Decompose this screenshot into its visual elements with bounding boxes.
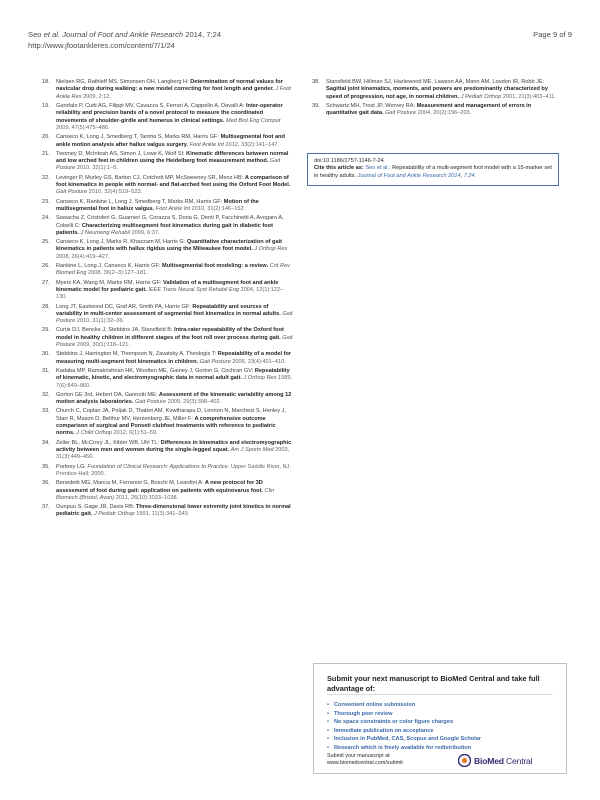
reference-title: Multisegmental foot modeling: a review. xyxy=(162,263,269,270)
reference-number: 37. xyxy=(42,504,50,511)
reference-number: 21. xyxy=(42,150,50,157)
reference-details: 2003, 31(3):449–456. xyxy=(56,447,290,461)
reference-journal: J Orthop Res xyxy=(254,246,288,253)
page-number: Page 9 of 9 xyxy=(533,30,572,39)
bullet-icon: • xyxy=(327,719,329,726)
reference-number: 24. xyxy=(42,215,50,222)
reference-journal: Clin Biomech (Bristol, Avon) xyxy=(56,487,275,501)
reference-authors: Canseco K, Long J, Smedberg T, Tarima S, Marks RM, Harris GF: xyxy=(56,134,219,141)
reference-title: A comprehensive outcome comparison of surgical and Ponseti clubfoot treatments with reference to pediatric norms. xyxy=(56,415,276,437)
reference-journal: J Child Orthop xyxy=(76,430,112,437)
reference-authors: Curtis DJ, Bencke J, Stebbins JA, Stansfield B: xyxy=(56,327,173,334)
reference-number: 26. xyxy=(42,263,50,270)
reference-item xyxy=(42,351,294,366)
cite-this-article-box xyxy=(307,153,559,186)
bullet-icon: • xyxy=(327,727,329,734)
reference-item xyxy=(42,263,294,278)
bullet-icon: • xyxy=(327,710,329,717)
reference-item xyxy=(42,504,294,519)
reference-title: A comparison of foot kinematics in people with normal- and flat-arched feet using the Oxford Foot Model. xyxy=(56,174,291,189)
reference-number: 27. xyxy=(42,279,50,286)
reference-authors: Stebbins J, Harrington M, Thompson N, Zavatsky A, Theologis T: xyxy=(56,351,217,358)
reference-number: 32. xyxy=(42,391,50,398)
reference-number: 20. xyxy=(42,134,50,141)
reference-details: 1989, 7(6):849–860. xyxy=(56,375,292,389)
reference-journal: Gait Posture xyxy=(134,399,167,406)
reference-title: Three-dimensional lower extremity joint kinetics in normal pediatric gait. xyxy=(56,504,291,518)
reference-item xyxy=(312,79,562,101)
reference-title: A new protocol for 3D assessment of foot during gait: application on patients with equinovarus foot. xyxy=(56,480,263,494)
reference-item xyxy=(42,464,294,479)
reference-details: Upper Saddle River, NJ: Prentice-Hall; 2000. xyxy=(56,463,291,477)
reference-authors: Levinger P, Murley GS, Barton CJ, Cotchett MP, McSweeney SR, Menz HB: xyxy=(56,174,244,181)
reference-number: 38. xyxy=(312,79,320,85)
reference-journal: J Pediatr Orthop xyxy=(460,93,502,100)
reference-number: 30. xyxy=(42,351,50,358)
reference-title: Determination of normal values for navicular drop during walking: a new model correcting for foot length and gender. xyxy=(56,79,283,93)
reference-details: 2010, 32(1):1–5. xyxy=(76,165,118,172)
reference-authors: Myers KA, Wang M, Marks RM, Harris GF: xyxy=(56,279,162,286)
bmc-bullet-item xyxy=(327,727,481,736)
reference-title: Repeatability of a model for measuring multi-segment foot kinematics in children. xyxy=(56,351,292,365)
reference-authors: Twomey D, McIntosh AS, Simon J, Lowe K, Wolf SI: xyxy=(56,150,185,157)
reference-journal: Med Biol Eng Comput xyxy=(226,117,281,124)
reference-number: 19. xyxy=(42,102,50,109)
reference-authors: Schwartz MH, Trost JP, Wervey RA: xyxy=(326,102,416,109)
bmc-bullet-text: Research which is freely available for redistribution xyxy=(334,744,472,751)
reference-title: Assessment of the kinematic variability among 12 motion analysis laboratories. xyxy=(56,391,292,406)
biomed-central-logo-icon xyxy=(458,754,471,767)
reference-journal: Gait Posture xyxy=(56,189,88,196)
references-left-column xyxy=(42,79,294,521)
reference-item xyxy=(42,440,294,462)
header-url[interactable]: http://www.jfootankleres.com/content/7/1/24 xyxy=(28,41,175,50)
reference-authors: Sawacha Z, Cristoferi G, Guarneri G, Corazza S, Dona G, Denti P, Facchinetti A, Avogaro A, Cobelli C: xyxy=(56,215,284,229)
reference-title: Repeatability and sources of variability in multi-center assessment of segmental foot kinematics in normal adults. xyxy=(56,303,281,317)
reference-title: Sagittal joint kinematics, moments, and powers are predominantly characterized by speed of progression, not age, in normal children. xyxy=(326,86,548,100)
bmc-bullet-item xyxy=(327,710,481,719)
reference-journal: Am J Sports Med xyxy=(230,447,274,454)
references-right-column xyxy=(312,79,562,120)
reference-details: 2009, 29(3):398–402. xyxy=(167,399,222,406)
reference-authors: Stansfield BW, Hillman SJ, Hazlewood ME, Lawson AA, Mann AM, Loudon IR, Robb JE: xyxy=(326,79,545,85)
bmc-bullet-text: Thorough peer review xyxy=(334,710,393,717)
reference-details: 2009, 30(1):118–121. xyxy=(76,342,130,349)
reference-number: 33. xyxy=(42,408,50,415)
reference-item xyxy=(312,103,562,118)
reference-title: Quantitative characterization of gait kinematics in patients with hallux rigidus using the Milwaukee foot model. xyxy=(56,239,283,253)
reference-number: 25. xyxy=(42,239,50,246)
reference-title: Differences in kinematics and electromyographic activity between men and women during the single-legged squat. xyxy=(56,439,292,454)
bmc-title: Submit your next manuscript to BioMed Central and take full advantage of: xyxy=(327,674,540,693)
reference-authors: Nielsen RG, Rathleff MS, Simonsen OH, Langberg H: xyxy=(56,79,189,85)
reference-details: 2009, 2:12. xyxy=(83,93,112,100)
reference-number: 18. xyxy=(42,79,50,85)
reference-item xyxy=(42,134,294,149)
reference-details: 1991, 11(3):341–349. xyxy=(136,511,190,518)
reference-number: 23. xyxy=(42,198,50,205)
reference-item xyxy=(42,239,294,261)
reference-title: Repeatability of kinematic, kinetic, and electromyographic data in normal adult gait. xyxy=(56,367,290,382)
biomed-central-submit-box xyxy=(313,663,567,774)
reference-number: 31. xyxy=(42,367,50,374)
reference-number: 36. xyxy=(42,480,50,487)
reference-number: 34. xyxy=(42,439,50,446)
reference-authors: Ounpuu S, Gage JR, Davis RB: xyxy=(56,504,135,511)
reference-item xyxy=(42,304,294,326)
bmc-bullet-text: Immediate publication on acceptance xyxy=(334,727,434,734)
reference-authors: Church C, Coplan JA, Poljak D, Thabet AM, Kowtharapu D, Lennon N, Marchesi S, Henley J, Starr R, Mason D, Belthur MV, Herzenberg JE, Miller F: xyxy=(56,408,286,422)
bullet-icon: • xyxy=(327,736,329,743)
reference-item xyxy=(42,151,294,173)
bmc-divider xyxy=(327,694,553,695)
reference-authors: Canseco K, Rankine L, Long J, Smedberg T, Marks RM, Harris GF: xyxy=(56,198,223,205)
reference-journal: J Pediatr Orthop xyxy=(93,511,135,518)
bmc-submit-url[interactable]: www.biomedcentral.com/submit xyxy=(327,760,403,766)
reference-journal: J Orthop Res xyxy=(243,375,277,382)
reference-journal: Gait Posture xyxy=(56,310,293,325)
reference-details: 2011, 26(10):1033–1038. xyxy=(115,494,179,501)
bmc-bullet-list xyxy=(327,701,481,752)
reference-journal: J Foot Ankle Res xyxy=(56,86,291,100)
bmc-bullet-item xyxy=(327,744,481,753)
bmc-bullet-text: Convenient online submission xyxy=(334,702,416,708)
bmc-bullet-item xyxy=(327,701,481,710)
reference-item xyxy=(42,368,294,390)
header-journal: Journal of Foot and Ankle Research xyxy=(62,30,184,39)
reference-details: 2004, 12(1):122–130. xyxy=(56,286,284,301)
reference-title: Validation of a multisegment foot and ankle kinematic model for pediatric gait. xyxy=(56,279,279,293)
reference-journal: Gait Posture xyxy=(385,110,417,117)
biomed-central-logo[interactable]: BioMed Central xyxy=(458,754,532,767)
reference-journal: Foot Ankle Int xyxy=(155,205,191,212)
reference-number: 29. xyxy=(42,327,50,334)
reference-authors: Canseco K, Long J, Marks R, Khazzam M, Harris G: xyxy=(56,239,186,246)
reference-item xyxy=(42,103,294,132)
reference-details: 2004, 20(2):196–203. xyxy=(417,110,472,117)
reference-details: 2006, 23(4):401–410. xyxy=(232,358,286,365)
reference-item xyxy=(42,175,294,197)
reference-number: 28. xyxy=(42,303,50,310)
reference-item xyxy=(42,215,294,237)
reference-title: Characterizing multisegment foot kinematics during gait in diabetic foot patients. xyxy=(56,222,273,236)
reference-journal: Foot Ankle Int xyxy=(189,141,224,148)
reference-title: Kinematic differences between normal and low arched feet in children using the Heidelberg foot measurement method. xyxy=(56,150,289,165)
reference-number: 22. xyxy=(42,174,50,181)
reference-journal: Crit Rev Biomed Eng xyxy=(56,263,290,277)
reference-details: 2010, 31(2):146–152. xyxy=(191,205,246,212)
reference-item xyxy=(42,199,294,214)
bmc-bullet-text: Inclusion in PubMed, CAS, Scopus and Google Scholar xyxy=(334,736,482,743)
bmc-bullet-item xyxy=(327,735,481,744)
bmc-bullet-item xyxy=(327,718,481,727)
reference-number: 39. xyxy=(312,102,320,109)
reference-details: 2010, 31(1):32–36. xyxy=(76,318,125,325)
reference-title: Inter-operator reliability and precision bands of a novel protocol to measure the coordinated movements of shoulder-girdle and humerus in clinical settings. xyxy=(56,102,283,124)
reference-number: 35. xyxy=(42,463,50,470)
reference-title: Intra-rater repeatability of the Oxford foot model in healthy children in different stages of the foot roll over process during gait. xyxy=(56,327,284,341)
reference-details: 2010, 32(4):519–523. xyxy=(88,189,143,196)
bullet-icon: • xyxy=(327,702,329,708)
reference-details: 2012, 6(1):51–59. xyxy=(113,430,158,437)
reference-journal: Gait Posture xyxy=(56,158,281,172)
reference-item xyxy=(42,392,294,407)
reference-details: 2008, 26(4):419–427. xyxy=(56,253,110,260)
cite-journal[interactable]: Journal of Foot and Ankle Research xyxy=(357,172,447,179)
cite-authors[interactable]: Seo et al.: xyxy=(365,165,391,172)
reference-item xyxy=(42,280,294,302)
cite-text: Cite this article as: Seo et al.: Repeatability of a multi-segment foot model with a 15-marker set in healthy adults. Journal of Foot and Ankle Research 2014, 7:24. xyxy=(314,165,552,179)
doi[interactable]: doi:10.1186/1757-1146-7-24 xyxy=(314,158,384,164)
reference-details: 2001, 21(3):403–411. xyxy=(502,93,556,100)
reference-authors: Benedetti MG, Manca M, Ferraresi G, Boschi M, Leardini A: xyxy=(56,480,204,487)
reference-item xyxy=(42,327,294,349)
reference-item xyxy=(42,408,294,437)
reference-item xyxy=(42,79,294,101)
reference-authors: Kadaba MP, Ramakrishnan HK, Wootten ME, Gainey J, Gorton G, Cochran GV: xyxy=(56,367,254,374)
reference-authors: Garofalo P, Cutti AG, Filippi MV, Cavazza S, Ferrari A, Cappello A, Davalli A: xyxy=(56,102,245,109)
reference-journal: Gait Posture xyxy=(199,358,231,365)
reference-authors: Long JT, Eastwood DC, Graf AR, Smith PA, Harris GF: xyxy=(56,303,191,310)
reference-authors: Portney LG: xyxy=(56,463,86,470)
reference-details: 2012, 33(2):141–147. xyxy=(225,141,279,148)
bullet-icon: • xyxy=(327,744,329,751)
bmc-submit-text: Submit your manuscript at www.biomedcentral.com/submit xyxy=(327,753,403,766)
reference-journal: Foundation of Clinical Research: Applications to Practice. xyxy=(87,463,230,470)
header-citation: Seo et al. Journal of Foot and Ankle Research 2014, 7:24 xyxy=(28,30,222,39)
reference-journal: J Neuroeng Rehabil xyxy=(80,229,131,236)
reference-details: 2008, 36(2–3):127–181. xyxy=(88,270,148,277)
reference-title: Measurement and management of errors in quantitative gait data. xyxy=(326,102,532,117)
reference-title: Motion of the multisegmental foot in hallux valgus. xyxy=(56,198,259,212)
reference-authors: Zeller BL, McCrory JL, Kibler WB, Uhl TL: xyxy=(56,439,160,446)
reference-journal: IEEE Trans Neural Syst Rehabil Eng xyxy=(148,286,240,293)
reference-journal: Gait Posture xyxy=(56,334,293,349)
reference-authors: Rankine L, Long J, Canseco K, Harris GF: xyxy=(56,263,161,270)
reference-title: Multisegmental foot and ankle motion analysis after hallux valgus surgery. xyxy=(56,134,285,148)
reference-details: 2009, 47(5):475–486. xyxy=(56,124,110,131)
reference-authors: Gorton GE 3rd, Hebert DA, Gannotti ME: xyxy=(56,391,158,398)
reference-details: 2009, 6:37. xyxy=(131,229,160,236)
bmc-bullet-text: No space constraints or color figure charges xyxy=(334,719,454,726)
reference-item xyxy=(42,480,294,502)
